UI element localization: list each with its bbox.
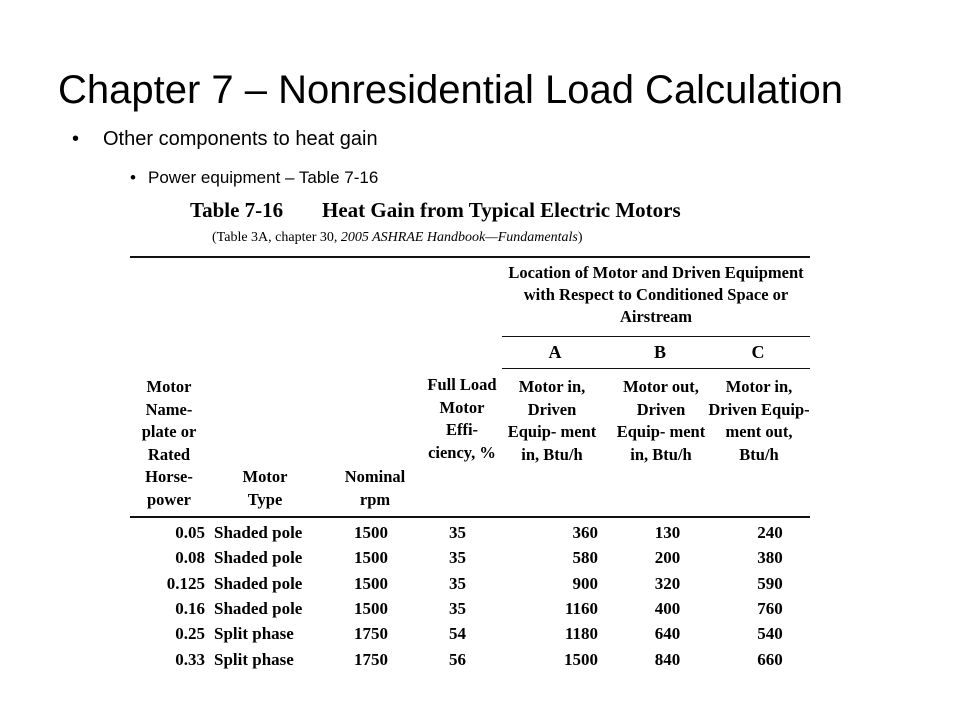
- table-cell-eff: 35: [449, 598, 466, 618]
- source-text: (Table 3A, chapter 30,: [212, 230, 341, 245]
- table-cell-c: 660: [757, 649, 783, 669]
- table-cell-c: 590: [757, 573, 783, 593]
- table-cell-type: Shaded pole: [214, 573, 303, 593]
- table-cell-hp: 0.05: [175, 523, 205, 542]
- table-cell-c: 760: [757, 598, 783, 618]
- header-bottom-rule: [130, 516, 810, 518]
- table-cell-rpm: 1500: [354, 523, 388, 542]
- bullet-text: Other components to heat gain: [103, 128, 378, 150]
- table-cell-rpm: 1750: [354, 649, 388, 669]
- bullet-level-1: [72, 124, 378, 154]
- table-title: Heat Gain from Typical Electric Motors: [322, 198, 681, 222]
- table-cell-hp: 0.25: [175, 624, 205, 644]
- table-number: Table 7-16: [190, 198, 284, 222]
- table-cell-rpm: 1500: [354, 598, 388, 618]
- table-cell-a: 1500: [564, 649, 598, 669]
- header-col-a: Motor in, Driven Equip- ment in, Btu/h: [507, 377, 597, 464]
- column-letter-b: B: [653, 342, 666, 362]
- table-cell-a: 900: [572, 573, 598, 593]
- header-col-c: Motor in, Driven Equip- ment out, Btu/h: [708, 377, 810, 464]
- table-caption: [190, 198, 681, 223]
- table-cell-a: 580: [572, 548, 598, 568]
- letter-rule: [502, 368, 810, 369]
- bullet-text: Power equipment – Table 7-16: [148, 168, 379, 187]
- table-cell-b: 130: [654, 523, 681, 542]
- group-rule: [502, 336, 810, 337]
- table-cell-a: 360: [572, 523, 598, 542]
- table-cell-rpm: 1750: [354, 624, 388, 644]
- bullet-level-2: [130, 165, 378, 191]
- table-cell-b: 400: [654, 598, 681, 618]
- table-cell-eff: 35: [449, 573, 466, 593]
- header-motor-type: Motor Type: [242, 467, 288, 509]
- header-horsepower: Motor Name- plate or Rated Horse- power: [141, 377, 197, 509]
- table-cell-b: 320: [654, 573, 681, 593]
- table-cell-eff: 35: [449, 548, 466, 568]
- table-cell-rpm: 1500: [354, 548, 388, 568]
- table-cell-type: Shaded pole: [214, 598, 303, 618]
- bullet-dot-icon: •: [130, 168, 136, 187]
- source-italic: 2005 ASHRAE Handbook—Fundamentals: [340, 230, 578, 245]
- slide-title: Chapter 7 – Nonresidential Load Calculation: [58, 68, 843, 112]
- table-cell-type: Split phase: [214, 624, 294, 644]
- source-text-end: ): [577, 230, 583, 245]
- header-col-b: Motor out, Driven Equip- ment in, Btu/h: [616, 377, 706, 464]
- table-cell-a: 1160: [564, 598, 598, 618]
- table-cell-eff: 56: [449, 649, 466, 669]
- table-cell-eff: 54: [449, 624, 466, 644]
- table-cell-hp: 0.16: [175, 598, 205, 618]
- table-cell-type: Shaded pole: [214, 523, 303, 542]
- top-rule: [130, 256, 810, 258]
- table-cell-hp: 0.08: [175, 548, 205, 568]
- header-nominal-rpm: Nominal rpm: [344, 467, 406, 509]
- table-cell-hp: 0.125: [166, 573, 205, 593]
- table-cell-b: 200: [654, 548, 681, 568]
- column-letter-a: A: [548, 342, 562, 362]
- table-cell-a: 1180: [564, 624, 598, 644]
- table-cell-type: Shaded pole: [214, 548, 303, 568]
- table-source: [212, 230, 582, 246]
- table-cell-eff: 35: [449, 523, 466, 542]
- header-efficiency: Full Load Motor Effi- ciency, %: [427, 375, 497, 462]
- table-cell-c: 240: [757, 523, 783, 542]
- table-cell-hp: 0.33: [175, 649, 205, 669]
- heat-gain-table: [130, 196, 810, 676]
- table-cell-b: 640: [654, 624, 681, 644]
- table-cell-b: 840: [654, 649, 681, 669]
- location-group-header: Location of Motor and Driven Equipment with Respect to Conditioned Space or Airstream: [508, 263, 804, 326]
- bullet-dot-icon: •: [72, 128, 80, 150]
- table-cell-c: 540: [757, 624, 783, 644]
- table-cell-type: Split phase: [214, 649, 294, 669]
- table-cell-c: 380: [757, 548, 783, 568]
- column-letter-c: C: [751, 342, 765, 362]
- table-cell-rpm: 1500: [354, 573, 388, 593]
